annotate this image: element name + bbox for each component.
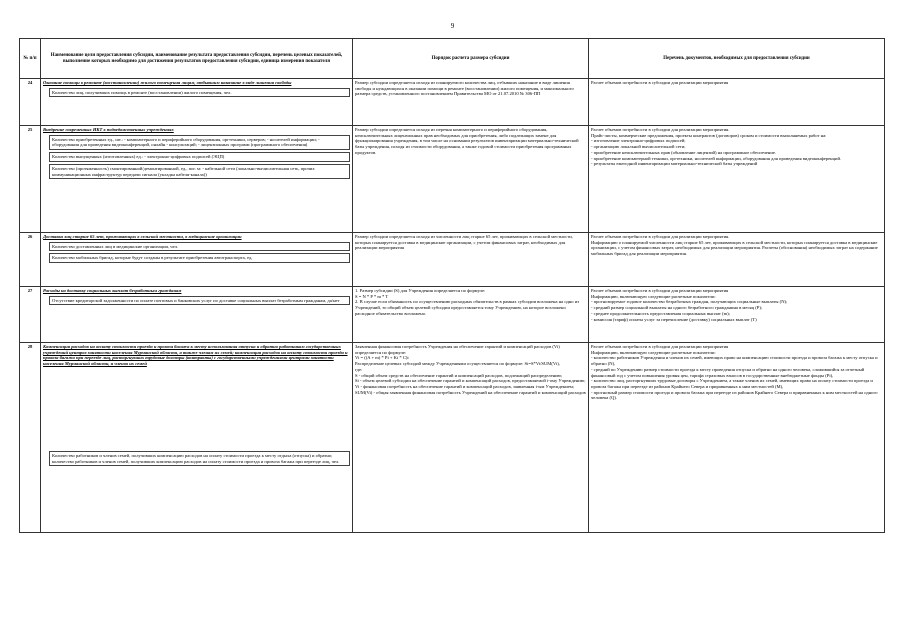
docs-text: Прайс-листы, коммерческие предложения, проекты контрактов (договоров) сроком и стоимости выполняемых работ на: [591,132,827,138]
goal-title: Оказание помощи в ремонте (восстановлении) жилого помещения лицам, отбывшим наказание в виде лишения свободы [43,80,292,85]
calc-text: 1. Размер субсидии (S) для Учреждения определяется по формуле: [355,288,486,293]
docs-text: Расчет объемов потребности в субсидии для реализации мероприятия [591,288,729,293]
docs-text: Расчет объемов потребности в субсидии для реализации мероприятия. [591,127,730,132]
docs-text: - средний по Учреждению размер стоимости проезда к месту проведения отпуска и обратно на одного человека, сложившийся за отчетный финансовый год с учетом повышения уровня цен, тарифа страховых взносов в государственные внебюджетные фонды (Pi), [591,366,865,378]
row-number: 27 [20,287,41,343]
table-header-row [20,39,885,79]
docs-cell [589,343,885,533]
goal-cell [41,287,353,343]
indicator-box: Количество мобильных бригад, которые будут созданы в результате приобретения автотранспорта, ед. [49,253,350,263]
header-docs: Перечень документов, необходимых для предоставления субсидии [589,39,885,79]
docs-text: Расчет объемов потребности в субсидии для реализации мероприятия [591,344,729,349]
row-number: 24 [20,79,41,126]
table-row-27 [20,287,885,343]
calc-text: где: [355,366,363,372]
calc-text: Vi - финансовая потребность на обеспечение гарантий и компенсаций расходов, заявленная i-ым Учреждением; [355,383,575,389]
calc-cell [353,343,589,533]
table-row-25 [20,126,885,233]
goal-title: Расходы на доставку социальных выплат безработным гражданам [43,288,182,293]
docs-text: - комиссия (тариф) оплаты услуг за перечисление (доставку) социальных выплат (T) [591,316,757,322]
table-row-28 [20,343,885,533]
docs-cell [589,79,885,126]
calc-text: 2. В случае если обязанность по осуществлению расходных обязательств в рамках субсидии возложена на одно из Учреждений, то общий объем целевой субсидии предоставляется тому Учреждению, на которое возложено расходное обязательство возложено. [355,299,580,316]
indicator-box: Отсутствие кредиторской задолженности по оплате почтовых и банковских услуг по доставке социальных выплат безработным гражданам, да/нет [49,296,350,306]
indicator-box: Количество доставленных лиц в медицинские организации, чел. [49,242,350,252]
docs-cell [589,126,885,233]
calc-text: Заявленная финансовая потребность Учреждения на обеспечение гарантий и компенсаций расходов (Vi) определяется по формуле: [355,344,560,355]
indicator-box: Количество лиц, получивших помощь в ремонте (восстановлении) жилого помещения, чел. [49,88,350,98]
goal-title: Доставка лиц старше 65 лет, проживающих в сельской местности, в медицинские организации [43,234,242,239]
docs-text: - результаты ежегодной инвентаризации материально-технической базы учреждений [591,161,758,167]
header-num: № п/п [20,39,41,79]
page-number: 9 [450,22,455,30]
header-goal: Наименование цели предоставления субсидии, наименование результата предоставления субсидии, перечень целевых показателей, выполнение которых необходимо для достижения результатов предоставления субсидии, единица измерения показателя [41,39,353,79]
docs-text: Расчет объемов потребности в субсидии для реализации мероприятия [591,80,729,85]
calc-text: Распределение целевых субсидий между Учреждениями осуществляется по формуле: Si=S*Vi/SUM(Vi), [355,361,560,367]
goal-title: Компенсация расходов на оплату стоимости проезда и провоза багажа к месту использования отпуска и обратно работникам государственных учреждений центров занятости населения Мурманской области, а также членам их семей; компенсация расходов на оплату стоимости проезда и провоза багажа при переезде лиц, расторгнувших трудовые договоры (контракты) с государственными учреждениями центрами занятости населения Мурманской области, и членов их семей [43,344,348,367]
indicator-box: Количество выпущенных (изготовленных) ед.: - электронно-цифровых подписей (ЭЦП) [49,152,350,162]
indicator-box: Количество приобретенных ед., шт.: - компьютерного и периферийного оборудования, оргтехники, серверов; - носителей информации; - оборудования для проведения видеоконференций, онлайн - консультаций; - лицензионных программ (программного обеспечения) [49,135,350,150]
calc-formula: S = N * P * m * T [355,293,389,299]
docs-text: - организацию локальной вычислительной сети; [591,144,686,150]
indicator-box: Количество работников и членов семей, получивших компенсацию расходов на оплату стоимости проезда к месту отдыха (отпуска) и обратно; количество работников и членов семей, получивших компенсацию расходов на оплату стоимости проезда и провоза багажа при переезде лиц, чел. [49,451,350,466]
row-number: 26 [20,233,41,287]
goal-cell [41,126,353,233]
calc-cell [353,79,589,126]
docs-text: - среднее продолжительность предоставления социальных выплат (m); [591,310,730,316]
docs-cell [589,287,885,343]
calc-text: Размер субсидии определяется исходя из перечня компьютерного и периферийного оборудования, неисключительных лицензионных прав необходимых для приобретения, либо подлежащих замене для функционирования учреждения, в том числе на основании результатов инвентаризации материально-технической базы учреждения, исходя из стоимости оборудования, а также годовой стоимости приобретения программных продуктов. [355,127,579,155]
docs-text: - приобретение компьютерной техники, оргтехники, носителей информации, оборудования для проведения видеоконференций. [591,155,842,161]
calc-cell [353,233,589,287]
indicator-box: Количество (протяженность) смонтированной/демонтированной, ед., пог. м: - кабельной сети (локально-вычислительная сеть, прочих коммуникационных инфраструктур передачи сигнала (укладка кабеля-канала)) [49,164,350,179]
goal-cell [41,343,353,533]
calc-text: Размер субсидии определяется исходя из планируемого количества лиц, отбывших наказание в виде лишения свободы и нуждающихся в оказании помощи в ремонте (восстановлении) жилого помещения, и максимального размера средств, установленного постановлением Правительства МО от 21.07.2010 № 306-ПП [355,80,574,97]
header-calc: Порядок расчета размера субсидии [353,39,589,79]
docs-cell [589,233,885,287]
docs-text: - прогнозный размер стоимости проезда и провоза багажа при переезде из районов Крайнего Севера и приравненных к ним местностей на одного человека (Q). [591,389,878,401]
docs-text: - изготовление электронно-цифровых подписей; [591,138,686,144]
docs-text: - количество работников Учреждения и членов их семей, имеющих право на компенсацию стоимости проезда и провоза багажа к месту отпуска и обратно (N), [591,355,878,367]
calc-text: SUM(Vi) - общая заявленная финансовая потребность Учреждений на обеспечение гарантий и компенсаций расходов [355,389,586,395]
docs-text: Информацию о планируемой численности лиц старше 65 лет, проживающих в сельской местности, которых планируется доставка в медицинские организации, с учетом финансовых затрат, необходимых для реализации мероприятия. Расчеты (обоснования) необходимых затрат на содержание мобильных бригад для реализации мероприятия. [591,239,878,257]
docs-text: Расчет объемов потребности в субсидии для реализации мероприятия. [591,234,730,239]
calc-formula: Vi = ((A + m) * Pi + Ki * C)i [355,355,409,361]
calc-cell [353,287,589,343]
table-row-24 [20,79,885,126]
docs-text: - количество лиц, расторгнувших трудовые договоры с Учреждением, а также членов их семей, имеющих право на оплату стоимости проезда и провоза багажа при переезде из районов Крайнего Севера и приравненных к ним местностей (M), [591,378,873,389]
docs-text: - средний размер социальной выплаты на одного безработного гражданина в месяц (P); [591,305,763,311]
table-row-26 [20,233,885,287]
goal-cell [41,233,353,287]
docs-text: - прогнозируемое годовое количество безработных граждан, получающих социальные выплаты (N); [591,299,788,305]
row-number: 28 [20,343,41,533]
docs-text: Информацию, включающую следующие расчетные показатели: [591,349,716,355]
calc-text: S - общий объем средств на обеспечение гарантий и компенсаций расходов, подлежащий распределению; [355,372,563,378]
calc-text: Si - объем целевой субсидии на обеспечение гарантий и компенсаций расходов, предоставляемой i-ому Учреждению; [355,378,586,384]
row-number: 25 [20,126,41,233]
goal-cell [41,79,353,126]
subsidy-table [19,38,885,533]
goal-title: Внедрение современных ИКТ в подведомственных учреждениях [43,127,174,132]
docs-text: Информацию, включающую следующие расчетные показатели: [591,293,716,299]
calc-cell [353,126,589,233]
docs-text: - приобретение неисключительных прав (обновление лицензий) на программное обеспечение. [591,149,777,155]
calc-text: Размер субсидии определяется исходя из численности лиц старше 65 лет, проживающих в сельской местности, которых планируется доставка в медицинские организации, с учетом финансовых затрат, необходимых для реализации мероприятия [355,234,573,251]
